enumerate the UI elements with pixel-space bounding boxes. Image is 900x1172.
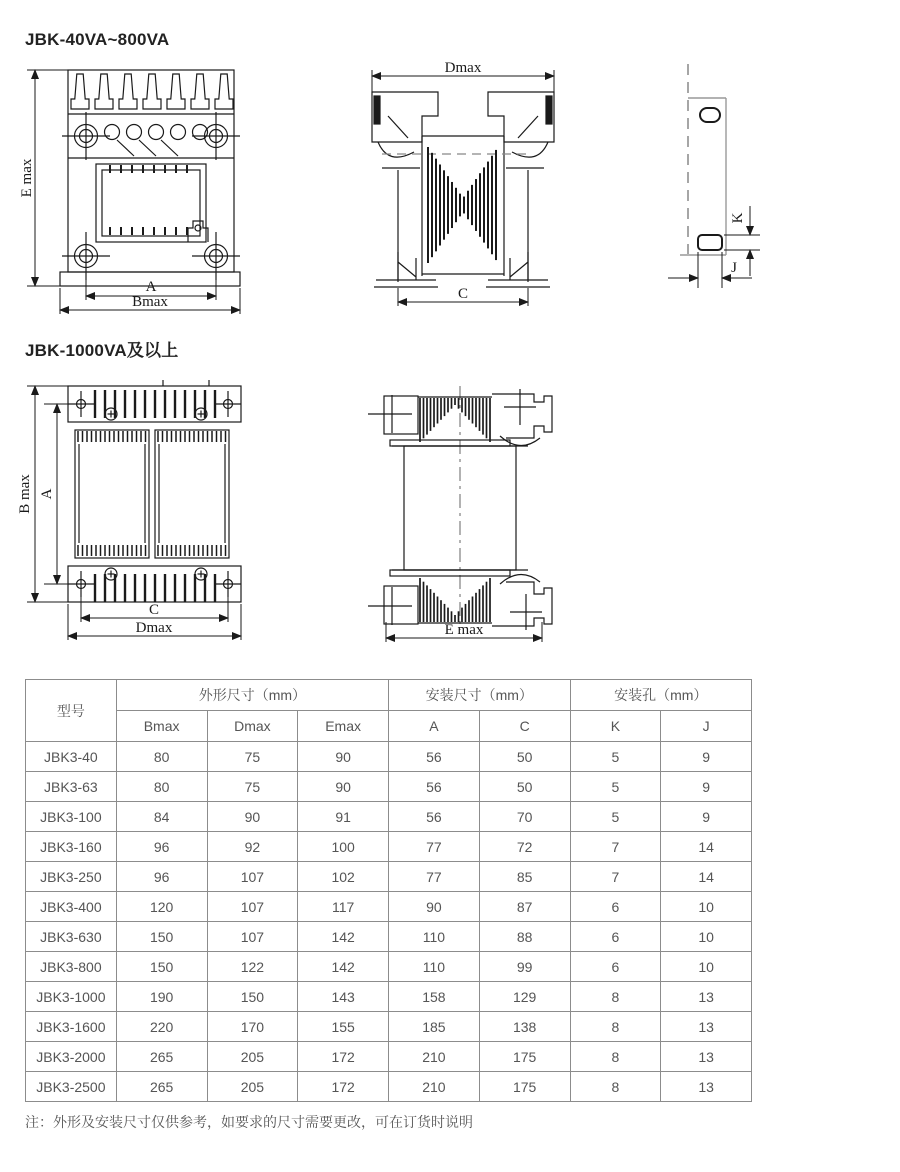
value-cell: 150: [207, 982, 298, 1012]
table-row: [26, 862, 752, 892]
dim-label-a: A: [145, 279, 157, 295]
value-cell: 8: [570, 1042, 661, 1072]
value-cell: 172: [298, 1072, 389, 1102]
header-emax: Emax: [298, 711, 389, 742]
value-cell: 77: [389, 862, 480, 892]
value-cell: 5: [570, 802, 661, 832]
value-cell: 80: [116, 772, 207, 802]
model-cell: JBK3-1600: [26, 1012, 117, 1042]
value-cell: 13: [661, 982, 752, 1012]
dimensions-table: [25, 679, 752, 1102]
value-cell: 10: [661, 892, 752, 922]
value-cell: 205: [207, 1042, 298, 1072]
dim-label-bmax: Bmax: [132, 294, 168, 310]
value-cell: 96: [116, 862, 207, 892]
header-group-outline: 外形尺寸（mm）: [116, 680, 388, 711]
value-cell: 265: [116, 1072, 207, 1102]
value-cell: 14: [661, 832, 752, 862]
value-cell: 88: [479, 922, 570, 952]
model-cell: JBK3-400: [26, 892, 117, 922]
dim-label-c-large: C: [148, 602, 160, 618]
value-cell: 100: [298, 832, 389, 862]
dim-label-emax-large: E max: [444, 622, 484, 638]
dim-label-bmax-large: B max: [17, 474, 33, 514]
section2-title: JBK-1000VA及以上: [25, 341, 179, 360]
value-cell: 91: [298, 802, 389, 832]
section1-title: JBK-40VA~800VA: [25, 30, 170, 49]
model-cell: JBK3-250: [26, 862, 117, 892]
value-cell: 6: [570, 952, 661, 982]
value-cell: 72: [479, 832, 570, 862]
value-cell: 8: [570, 982, 661, 1012]
value-cell: 90: [298, 742, 389, 772]
value-cell: 190: [116, 982, 207, 1012]
value-cell: 80: [116, 742, 207, 772]
dim-label-dmax: Dmax: [444, 60, 482, 76]
model-cell: JBK3-2500: [26, 1072, 117, 1102]
table-row: [26, 1072, 752, 1102]
value-cell: 87: [479, 892, 570, 922]
table-row: [26, 832, 752, 862]
value-cell: 9: [661, 772, 752, 802]
header-model: 型号: [26, 680, 117, 742]
table-row: [26, 772, 752, 802]
header-j: J: [661, 711, 752, 742]
value-cell: 122: [207, 952, 298, 982]
value-cell: 210: [389, 1072, 480, 1102]
value-cell: 102: [298, 862, 389, 892]
value-cell: 5: [570, 772, 661, 802]
value-cell: 155: [298, 1012, 389, 1042]
value-cell: 56: [389, 772, 480, 802]
value-cell: 170: [207, 1012, 298, 1042]
value-cell: 265: [116, 1042, 207, 1072]
value-cell: 75: [207, 772, 298, 802]
value-cell: 96: [116, 832, 207, 862]
value-cell: 50: [479, 742, 570, 772]
dim-label-k: K: [730, 212, 746, 224]
value-cell: 150: [116, 922, 207, 952]
model-cell: JBK3-800: [26, 952, 117, 982]
value-cell: 110: [389, 952, 480, 982]
model-cell: JBK3-630: [26, 922, 117, 952]
value-cell: 138: [479, 1012, 570, 1042]
table-header-row-groups: [26, 680, 752, 711]
model-cell: JBK3-100: [26, 802, 117, 832]
mounting-bracket-detail-drawing: [650, 58, 790, 298]
value-cell: 129: [479, 982, 570, 1012]
value-cell: 8: [570, 1012, 661, 1042]
value-cell: 90: [389, 892, 480, 922]
table-body: [26, 742, 752, 1102]
value-cell: 13: [661, 1012, 752, 1042]
value-cell: 14: [661, 862, 752, 892]
value-cell: 6: [570, 892, 661, 922]
value-cell: 110: [389, 922, 480, 952]
header-group-holes: 安装孔（mm）: [570, 680, 752, 711]
table-row: [26, 892, 752, 922]
dim-label-a-large: A: [39, 488, 55, 500]
dim-label-j: J: [731, 260, 737, 276]
header-group-mounting: 安装尺寸（mm）: [389, 680, 571, 711]
value-cell: 90: [207, 802, 298, 832]
front-view-small-drawing: [19, 58, 242, 316]
side-view-small-drawing: [342, 62, 582, 307]
table-row: [26, 802, 752, 832]
value-cell: 92: [207, 832, 298, 862]
model-cell: JBK3-1000: [26, 982, 117, 1012]
table-header-row-sub: [26, 711, 752, 742]
value-cell: 90: [298, 772, 389, 802]
dim-label-emax: E max: [19, 158, 35, 198]
value-cell: 75: [207, 742, 298, 772]
value-cell: 107: [207, 922, 298, 952]
note-text: 注：外形及安装尺寸仅供参考，如要求的尺寸需要更改，可在订货时说明: [25, 1114, 473, 1130]
value-cell: 10: [661, 922, 752, 952]
value-cell: 120: [116, 892, 207, 922]
value-cell: 158: [389, 982, 480, 1012]
value-cell: 70: [479, 802, 570, 832]
header-bmax: Bmax: [116, 711, 207, 742]
value-cell: 172: [298, 1042, 389, 1072]
value-cell: 13: [661, 1042, 752, 1072]
value-cell: 143: [298, 982, 389, 1012]
value-cell: 142: [298, 922, 389, 952]
value-cell: 56: [389, 742, 480, 772]
value-cell: 84: [116, 802, 207, 832]
value-cell: 77: [389, 832, 480, 862]
value-cell: 7: [570, 832, 661, 862]
side-view-large-drawing: [340, 380, 580, 648]
table-row: [26, 1012, 752, 1042]
value-cell: 99: [479, 952, 570, 982]
value-cell: 117: [298, 892, 389, 922]
value-cell: 210: [389, 1042, 480, 1072]
dim-label-c: C: [457, 286, 469, 302]
value-cell: 185: [389, 1012, 480, 1042]
value-cell: 13: [661, 1072, 752, 1102]
header-dmax: Dmax: [207, 711, 298, 742]
header-a: A: [389, 711, 480, 742]
table-row: [26, 1042, 752, 1072]
model-cell: JBK3-40: [26, 742, 117, 772]
table-row: [26, 922, 752, 952]
value-cell: 9: [661, 742, 752, 772]
model-cell: JBK3-160: [26, 832, 117, 862]
model-cell: JBK3-63: [26, 772, 117, 802]
table-row: [26, 742, 752, 772]
value-cell: 50: [479, 772, 570, 802]
value-cell: 220: [116, 1012, 207, 1042]
value-cell: 7: [570, 862, 661, 892]
value-cell: 142: [298, 952, 389, 982]
value-cell: 150: [116, 952, 207, 982]
value-cell: 85: [479, 862, 570, 892]
value-cell: 107: [207, 862, 298, 892]
model-cell: JBK3-2000: [26, 1042, 117, 1072]
value-cell: 56: [389, 802, 480, 832]
value-cell: 6: [570, 922, 661, 952]
table-row: [26, 982, 752, 1012]
value-cell: 175: [479, 1042, 570, 1072]
value-cell: 205: [207, 1072, 298, 1102]
dim-label-dmax-large: Dmax: [135, 620, 173, 636]
value-cell: 5: [570, 742, 661, 772]
top-view-large-drawing: [13, 378, 263, 644]
header-k: K: [570, 711, 661, 742]
header-c: C: [479, 711, 570, 742]
value-cell: 107: [207, 892, 298, 922]
value-cell: 175: [479, 1072, 570, 1102]
value-cell: 8: [570, 1072, 661, 1102]
value-cell: 10: [661, 952, 752, 982]
value-cell: 9: [661, 802, 752, 832]
table-row: [26, 952, 752, 982]
